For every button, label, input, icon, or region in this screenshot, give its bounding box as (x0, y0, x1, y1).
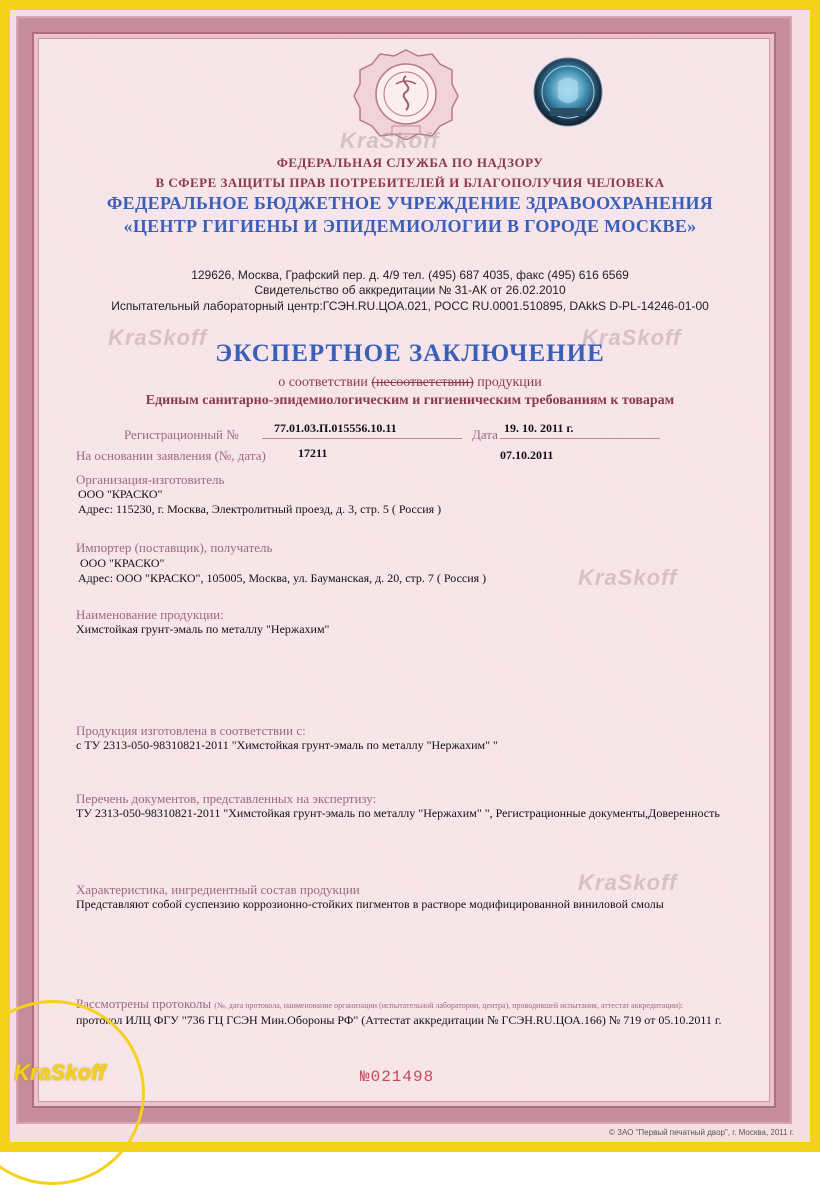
manufacturer-label: Организация-изготовитель (76, 472, 225, 487)
institution-line-1: ФЕДЕРАЛЬНОЕ БЮДЖЕТНОЕ УЧРЕЖДЕНИЕ ЗДРАВООХРАНЕНИЯ (106, 193, 714, 213)
date-label: Дата (472, 427, 498, 442)
subtitle-struck: (несоответствии) (371, 375, 474, 390)
agency-line-2: В СФЕРЕ ЗАЩИТЫ ПРАВ ПОТРЕБИТЕЛЕЙ И БЛАГОПОЛУЧИЯ ЧЕЛОВЕКА (155, 175, 665, 190)
date-underline (500, 438, 660, 439)
protocols-note: (№, дата протокола, наименование организации (испытательной лаборатории, центра), проводившей испытания, аттестат аккредитации): (214, 1001, 684, 1010)
watermark: KraSkoff (578, 565, 678, 590)
printer-note: © ЗАО "Первый печатный двор", г. Москва, 2011 г. (609, 1128, 794, 1137)
protocols-value: протокол ИЛЦ ФГУ "736 ГЦ ГСЭН Мин.Обороны РФ" (Аттестат аккредитации № ГСЭН.RU.ЦОА.166) № 719 от 05.10.2011 г. (76, 1013, 722, 1027)
importer-name: ООО "КРАСКО" (80, 556, 165, 570)
serial-number: №021498 (360, 1068, 435, 1086)
registration-number-label: Регистрационный № (124, 427, 239, 442)
hologram-seal-icon (528, 56, 608, 128)
document-title: ЭКСПЕРТНОЕ ЗАКЛЮЧЕНИЕ (215, 340, 605, 367)
lab-center-line: Испытательный лабораторный центр:ГСЭН.RU.ЦОА.021, РОСС RU.0001.510895, DAkkS D-PL-14246-01-00 (111, 299, 709, 313)
importer-address: Адрес: ООО "КРАСКО", 105005, Москва, ул. Бауманская, д. 20, стр. 7 ( Россия ) (78, 571, 487, 585)
watermark: KraSkoff (582, 325, 682, 350)
application-number: 17211 (298, 446, 328, 460)
agency-line-1: ФЕДЕРАЛЬНАЯ СЛУЖБА ПО НАДЗОРУ (276, 155, 544, 170)
composition-value: Представляют собой суспензию коррозионно-стойких пигментов в растворе модифицированной виниловой смолы (76, 897, 664, 911)
documents-value: ТУ 2313-050-98310821-2011 "Химстойкая грунт-эмаль по металлу "Нержахим" ", Регистрационные документы,Доверенность (76, 806, 720, 820)
protocols-label (76, 996, 683, 1012)
registration-date: 19. 10. 2011 г. (504, 421, 574, 435)
product-label: Наименование продукции: (76, 607, 224, 622)
watermark: KraSkoff (578, 870, 678, 895)
subtitle-prefix: о соответствии (278, 375, 368, 390)
standard-label: Продукция изготовлена в соответствии с: (76, 723, 306, 738)
product-name: Химстойкая грунт-эмаль по металлу "Нержахим" (76, 622, 330, 636)
rospotrebnadzor-emblem-icon (352, 48, 460, 140)
application-label: На основании заявления (№, дата) (76, 448, 266, 463)
watermark: KraSkoff (108, 325, 208, 350)
watermark: KraSkoff (340, 128, 440, 153)
manufacturer-name: ООО "КРАСКО" (78, 487, 163, 501)
importer-label: Импортер (поставщик), получатель (76, 540, 273, 555)
composition-label: Характеристика, ингредиентный состав продукции (76, 882, 360, 897)
protocols-label-text: Рассмотрены протоколы (76, 996, 212, 1011)
kraskoff-logo: KraSkoff (14, 1060, 106, 1085)
subtitle-suffix: продукции (477, 375, 542, 390)
institution-line-2: «ЦЕНТР ГИГИЕНЫ И ЭПИДЕМИОЛОГИИ В ГОРОДЕ МОСКВЕ» (123, 216, 697, 236)
manufacturer-address: Адрес: 115230, г. Москва, Электролитный проезд, д. 3, стр. 5 ( Россия ) (78, 502, 442, 516)
address-line-1: 129626, Москва, Графский пер. д. 4/9 тел. (495) 687 4035, факс (495) 616 6569 (191, 268, 629, 282)
accreditation-line: Свидетельство об аккредитации № 31-АК от 26.02.2010 (254, 283, 566, 297)
document-subtitle (0, 375, 820, 391)
document-subtitle-2: Единым санитарно-эпидемиологическим и гигиеническим требованиям к товарам (145, 393, 675, 408)
registration-underline (262, 438, 462, 439)
standard-value: с ТУ 2313-050-98310821-2011 "Химстойкая грунт-эмаль по металлу "Нержахим" " (76, 738, 498, 752)
application-date: 07.10.2011 (500, 448, 554, 462)
registration-number: 77.01.03.П.015556.10.11 (274, 421, 397, 435)
documents-label: Перечень документов, представленных на экспертизу: (76, 791, 377, 806)
